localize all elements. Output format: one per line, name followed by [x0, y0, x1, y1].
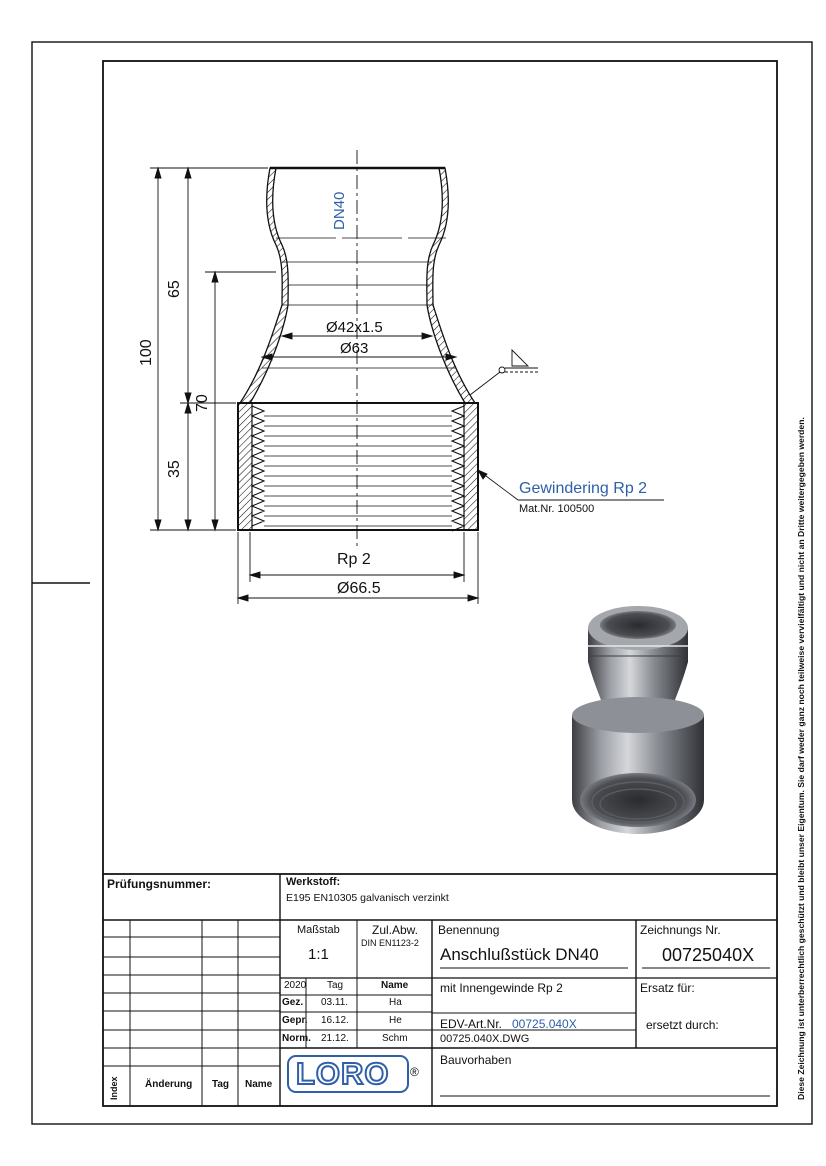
benennung-sub: mit Innengewinde Rp 2 [440, 981, 563, 995]
werkstoff-value: E195 EN10305 galvanisch verzinkt [286, 892, 449, 904]
gez-name: Ha [389, 997, 402, 1008]
callout-title: Gewindering Rp 2 [519, 480, 648, 497]
pruefungsnummer-label: Prüfungsnummer: [107, 877, 212, 891]
dim-35: 35 [166, 460, 183, 478]
name-header: Name [381, 980, 409, 991]
zeichnungsnr-label: Zeichnungs Nr. [640, 923, 721, 937]
edv-label: EDV-Art.Nr. [440, 1017, 503, 1031]
gez-label: Gez. [282, 997, 304, 1008]
edv-value: 00725.040X [512, 1017, 577, 1031]
zeichnungsnr-value: 00725040X [662, 945, 755, 965]
massstab-value: 1:1 [308, 946, 329, 963]
dim-rp2: Rp 2 [337, 551, 371, 568]
gez-tag: 03.11. [321, 997, 349, 1008]
dim-65: 65 [166, 280, 183, 298]
ersatz-label: Ersatz für: [640, 981, 695, 995]
zulabw-value: DIN EN1123-2 [361, 938, 419, 948]
dwg-file: 00725.040X.DWG [440, 1033, 530, 1045]
dim-100: 100 [138, 339, 155, 366]
weld-symbol [470, 350, 538, 395]
thread-ring [238, 403, 478, 530]
callout-mat: Mat.Nr. 100500 [519, 503, 595, 515]
rev-name: Name [245, 1079, 273, 1090]
dim-d665: Ø66.5 [337, 580, 381, 597]
werkstoff-label: Werkstoff: [286, 876, 341, 888]
part-3d-render [572, 606, 704, 834]
norm-name: Schm [382, 1033, 408, 1044]
dim-70: 70 [194, 394, 211, 412]
bauvorhaben-label: Bauvorhaben [440, 1053, 512, 1067]
year: 2020 [284, 980, 307, 991]
dim-d42: Ø42x1.5 [326, 319, 383, 336]
benennung-value: Anschlußstück DN40 [440, 945, 599, 964]
dn-label: DN40 [331, 191, 348, 230]
gepr-name: He [389, 1015, 402, 1026]
rev-tag: Tag [212, 1079, 230, 1090]
logo-text: LORO [296, 1056, 390, 1091]
norm-tag: 21.12. [321, 1033, 349, 1044]
gepr-label: Gepr. [282, 1015, 308, 1026]
rev-aenderung: Änderung [145, 1079, 193, 1090]
benennung-label: Benennung [438, 923, 500, 937]
rev-index: Index [109, 1076, 119, 1100]
logo-mark: ® [410, 1065, 419, 1079]
ersetzt-label: ersetzt durch: [646, 1018, 719, 1032]
norm-label: Norm. [282, 1033, 311, 1044]
dim-d63: Ø63 [340, 340, 369, 357]
zulabw-label: Zul.Abw. [372, 923, 419, 937]
tag-header: Tag [327, 980, 344, 991]
gepr-tag: 16.12. [321, 1015, 349, 1026]
copyright-note: Diese Zeichnung ist unterberrechtlich geschützt und bleibt unser Eigentum. Sie darf weder ganz noch teilweise vervielfältigt und nicht an Dritte weitergegeben werden. [796, 417, 806, 1100]
massstab-label: Maßstab [297, 924, 340, 936]
